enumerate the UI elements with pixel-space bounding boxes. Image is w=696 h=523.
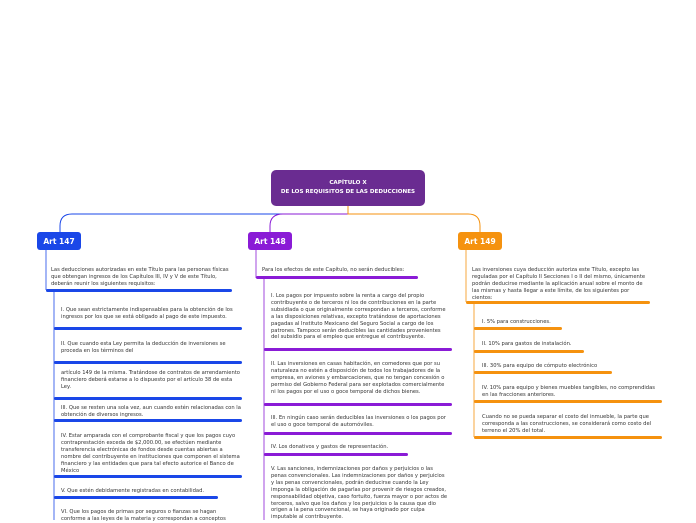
- art148-item-2-underline: [264, 403, 452, 406]
- art147-intro: Las deducciones autorizadas en este Título para las personas físicas que obtengan ingresos de los Capítulos III, IV y V de este Título, deberán reunir los siguientes requisitos:: [51, 267, 229, 287]
- art147-item-3: artículo 149 de la misma. Tratándose de contratos de arrendamiento financiero deberá estarse a lo dispuesto por el artículo 38 de esta Ley.: [61, 370, 240, 390]
- art147-item-4: III. Que se resten una sola vez, aun cuando estén relacionadas con la obtención de diversos ingresos.: [61, 405, 241, 418]
- art149-item-5: Cuando no se pueda separar el costo del inmueble, la parte que corresponda a las construcciones, se considerará como costo del terreno el 20% del total.: [482, 414, 652, 434]
- art149-intro-underline: [466, 301, 650, 304]
- art147-intro-underline: [46, 289, 232, 292]
- art148-item-3: III. En ningún caso serán deducibles las inversiones o los pagos por el uso o goce temporal de automóviles.: [271, 415, 446, 428]
- art147-item-6-underline: [54, 496, 218, 499]
- art148-item-1-underline: [264, 348, 452, 351]
- art148-item-2: II. Las inversiones en casas habitación, en comedores que por su naturaleza no estén a disposición de todos los trabajadores de la empresa, en aviones y embarcaciones, que no tengan concesión o permiso del Gobierno Federal para ser explotados comercialmente ni los pagos por el uso o goce temporal de dichos bienes.: [271, 361, 445, 395]
- branch-art-148[interactable]: [248, 232, 292, 250]
- branch-label: Art 147: [43, 236, 75, 246]
- art149-item-2: II. 10% para gastos de instalación.: [482, 341, 572, 347]
- art147-item-4-underline: [54, 419, 242, 422]
- art148-item-4: IV. Los donativos y gastos de representación.: [271, 444, 389, 450]
- art149-item-4: IV. 10% para equipo y bienes muebles tangibles, no comprendidas en las fracciones anteriores.: [482, 385, 655, 398]
- art149-item-2-underline: [474, 350, 584, 353]
- art148-item-5: V. Las sanciones, indemnizaciones por daños y perjuicios o las penas convencionales. Las indemnizaciones por daños y perjuicios y las penas convencionales, podrán deducirse cuando la Ley imponga la obligación de pagarlas por provenir de riesgos creados, responsabilidad objetiva, caso fortuito, fuerza mayor o por actos de terceros, salvo que los daños y los perjuicios o la causa que dio origen a la pena convencional, se haya originado por culpa imputable al contribuyente.: [271, 466, 448, 521]
- root-node-capitulo-x[interactable]: [271, 170, 425, 206]
- branch-label: Art 149: [464, 236, 496, 246]
- art149-item-3: III. 30% para equipo de cómputo electrónico: [482, 363, 598, 369]
- link-root-art147: [60, 206, 348, 232]
- art148-item-3-underline: [264, 432, 452, 435]
- art149-intro: Las inversiones cuya deducción autoriza este Título, excepto las reguladas por el Capítulo II Secciones I o II del mismo, únicamente podrán deducirse mediante la aplicación anual sobre el monto de las mismas y hasta llegar a este límite, de los siguientes por cientos:: [472, 267, 646, 301]
- art147-item-1: I. Que sean estrictamente indispensables para la obtención de los ingresos por los que se está obligado al pago de este impuesto.: [61, 307, 233, 320]
- art147-item-1-underline: [54, 327, 242, 330]
- art147-item-5-underline: [54, 475, 242, 478]
- art147-item-2: II. Que cuando esta Ley permita la deducción de inversiones se proceda en los términos del: [61, 341, 226, 354]
- art147-item-7: VI. Que los pagos de primas por seguros o fianzas se hagan conforme a las leyes de la materia y correspondan a conceptos: [61, 509, 226, 522]
- root-subtitle: DE LOS REQUISITOS DE LAS DEDUCCIONES: [280, 189, 416, 195]
- art148-intro: Para los efectos de este Capítulo, no serán deducibles:: [262, 267, 405, 273]
- art148-intro-underline: [256, 276, 418, 279]
- art149-item-5-underline: [474, 436, 662, 439]
- art148-item-1: I. Los pagos por impuesto sobre la renta a cargo del propio contribuyente o de terceros ni los de contribuciones en la parte subsidiada o que originalmente correspondan a terceros, conforme a las disposiciones relativas, excepto tratándose de aportaciones pagadas al Instituto Mexicano del Seguro Social a cargo de los patrones. Tampoco serán deducibles las cantidades provenientes del subsidio para el empleo que entregue el contribuyente.: [271, 293, 446, 341]
- art149-item-1-underline: [474, 327, 562, 330]
- root-title: CAPÍTULO X: [329, 180, 367, 186]
- branch-art-147[interactable]: [37, 232, 81, 250]
- branch-art-149[interactable]: [458, 232, 502, 250]
- art148-item-4-underline: [264, 453, 408, 456]
- art147-item-5: IV. Estar amparada con el comprobante fiscal y que los pagos cuyo contraprestación exceda de $2,000.00, se efectúen mediante transferencia electrónicas de fondos desde cuentas abiertas a nombre del contribuyente en instituciones que componen el sistema financiero y las entidades que para tal efecto autorice el Banco de México: [61, 433, 240, 474]
- branch-label: Art 148: [254, 236, 286, 246]
- art147-item-2-underline: [54, 361, 242, 364]
- art147-item-3-underline: [54, 397, 242, 400]
- art147-item-6: V. Que estén debidamente registradas en contabilidad.: [61, 488, 205, 494]
- link-root-art148: [270, 206, 348, 232]
- art149-item-3-underline: [474, 371, 612, 374]
- link-root-art149: [348, 206, 480, 232]
- art149-item-4-underline: [474, 400, 662, 403]
- art149-item-1: I. 5% para construcciones.: [482, 319, 551, 325]
